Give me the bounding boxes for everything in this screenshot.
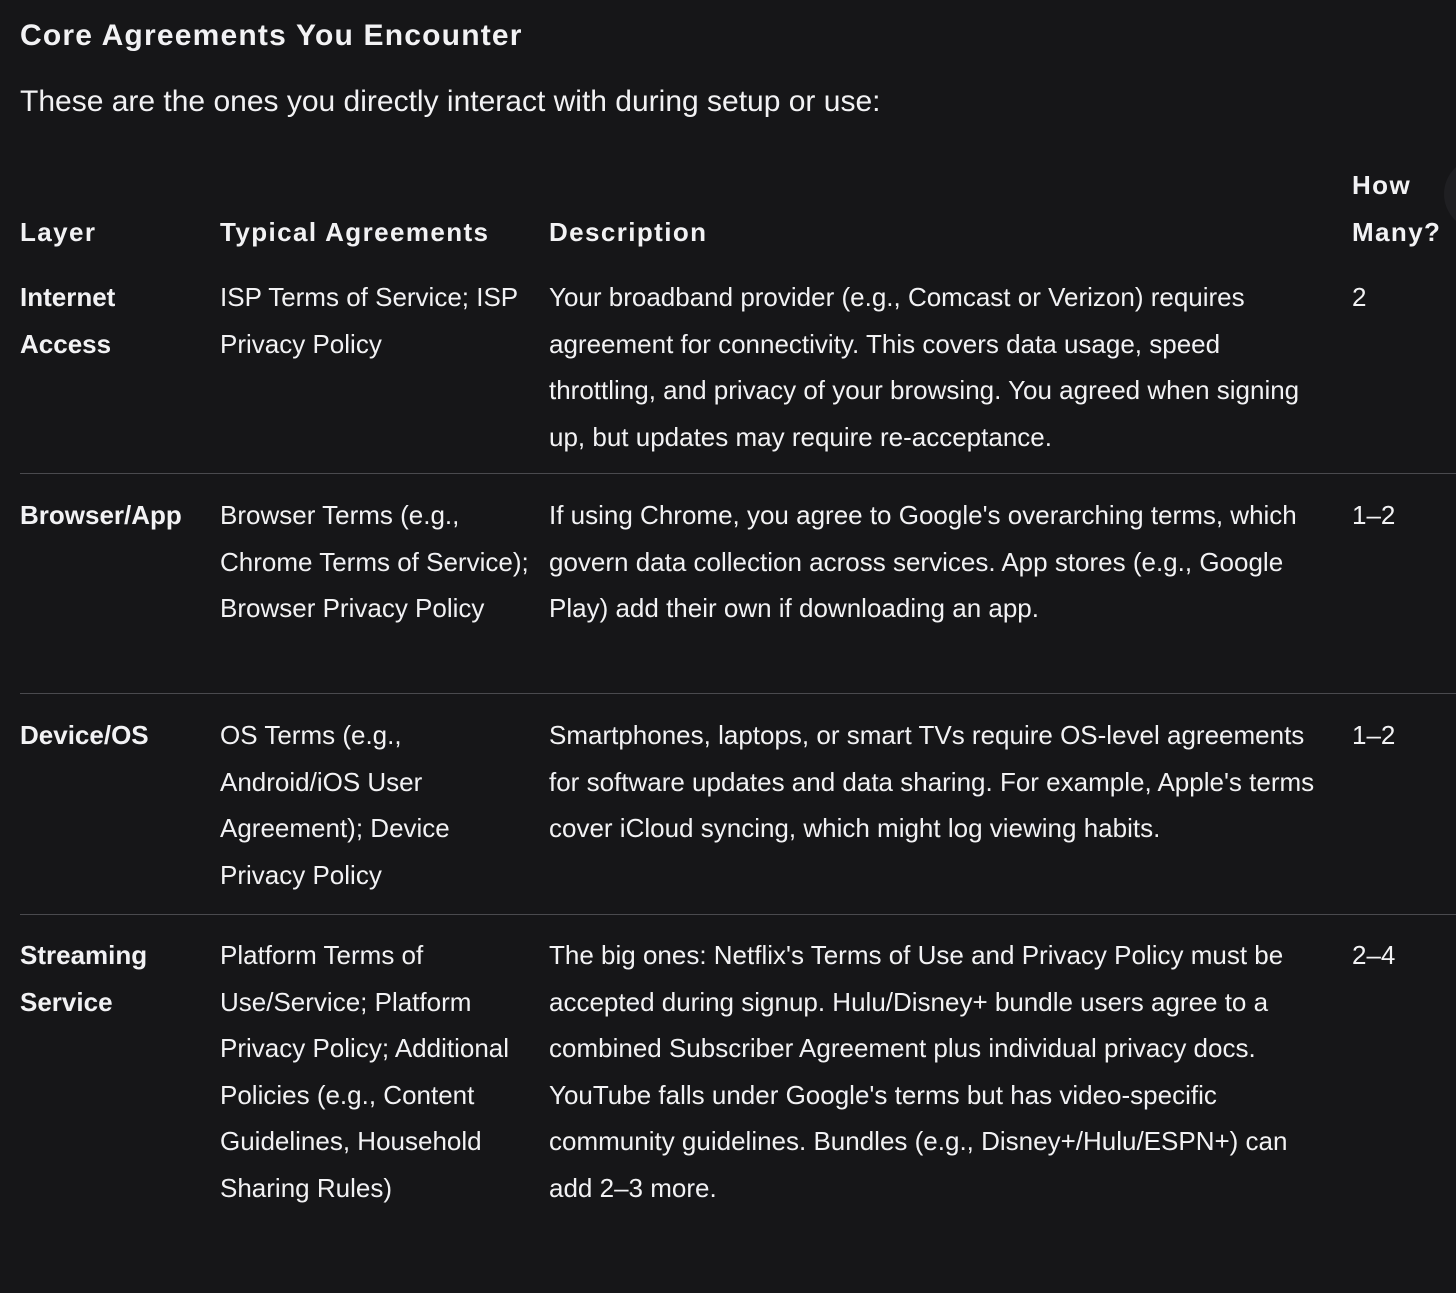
- row-agreements-cell: Platform Terms of Use/Service; Platform Privacy Policy; Additional Policies (e.g., Content Guidelines, Household Sharing Rules): [220, 940, 510, 1203]
- row-count-cell: 1–2: [1352, 500, 1396, 530]
- table-row: [20, 694, 1456, 915]
- row-agreements-cell: ISP Terms of Service; ISP Privacy Policy: [220, 282, 518, 359]
- row-layer-cell: Browser/App: [20, 500, 182, 530]
- row-agreements-cell: Browser Terms (e.g., Chrome Terms of Service); Browser Privacy Policy: [220, 500, 529, 624]
- table-header-row: [20, 148, 1456, 260]
- row-count-cell: 2–4: [1352, 940, 1396, 970]
- row-description-cell: Your broadband provider (e.g., Comcast or Verizon) requires agreement for connectivity. This covers data usage, speed throttling, and privacy of your browsing. You agreed when signing up, but updates may require re-acceptance.: [549, 282, 1300, 452]
- column-header-description: Description: [549, 217, 708, 247]
- row-layer-cell: Internet Access: [20, 282, 116, 359]
- column-header-agreements: Typical Agreements: [220, 217, 490, 247]
- agreements-table: [20, 148, 1456, 1275]
- row-description-cell: If using Chrome, you agree to Google's overarching terms, which govern data collection across services. App stores (e.g., Google Play) add their own if downloading an app.: [549, 500, 1297, 624]
- row-count-cell: 2: [1352, 282, 1367, 312]
- row-layer-cell: Streaming Service: [20, 940, 148, 1017]
- column-header-layer: Layer: [20, 217, 97, 247]
- row-agreements-cell: OS Terms (e.g., Android/iOS User Agreement); Device Privacy Policy: [220, 720, 450, 890]
- row-description-cell: Smartphones, laptops, or smart TVs require OS-level agreements for software updates and data sharing. For example, Apple's terms cover iCloud syncing, which might log viewing habits.: [549, 720, 1315, 844]
- table-row: [20, 915, 1456, 1275]
- row-description-cell: The big ones: Netflix's Terms of Use and Privacy Policy must be accepted during signup. Hulu/Disney+ bundle users agree to a combined Subscriber Agreement plus individual privacy docs. YouTube falls under Google's terms but has video-specific community guidelines. Bundles (e.g., Disney+/Hulu/ESPN+) can add 2–3 more.: [549, 940, 1288, 1203]
- intro-text: These are the ones you directly interact with during setup or use:: [20, 85, 881, 118]
- section-heading: Core Agreements You Encounter: [20, 19, 523, 52]
- column-header-count: How Many?: [1352, 170, 1442, 247]
- row-layer-cell: Device/OS: [20, 720, 149, 750]
- row-count-cell: 1–2: [1352, 720, 1396, 750]
- table-row: [20, 474, 1456, 694]
- table-row: [20, 260, 1456, 474]
